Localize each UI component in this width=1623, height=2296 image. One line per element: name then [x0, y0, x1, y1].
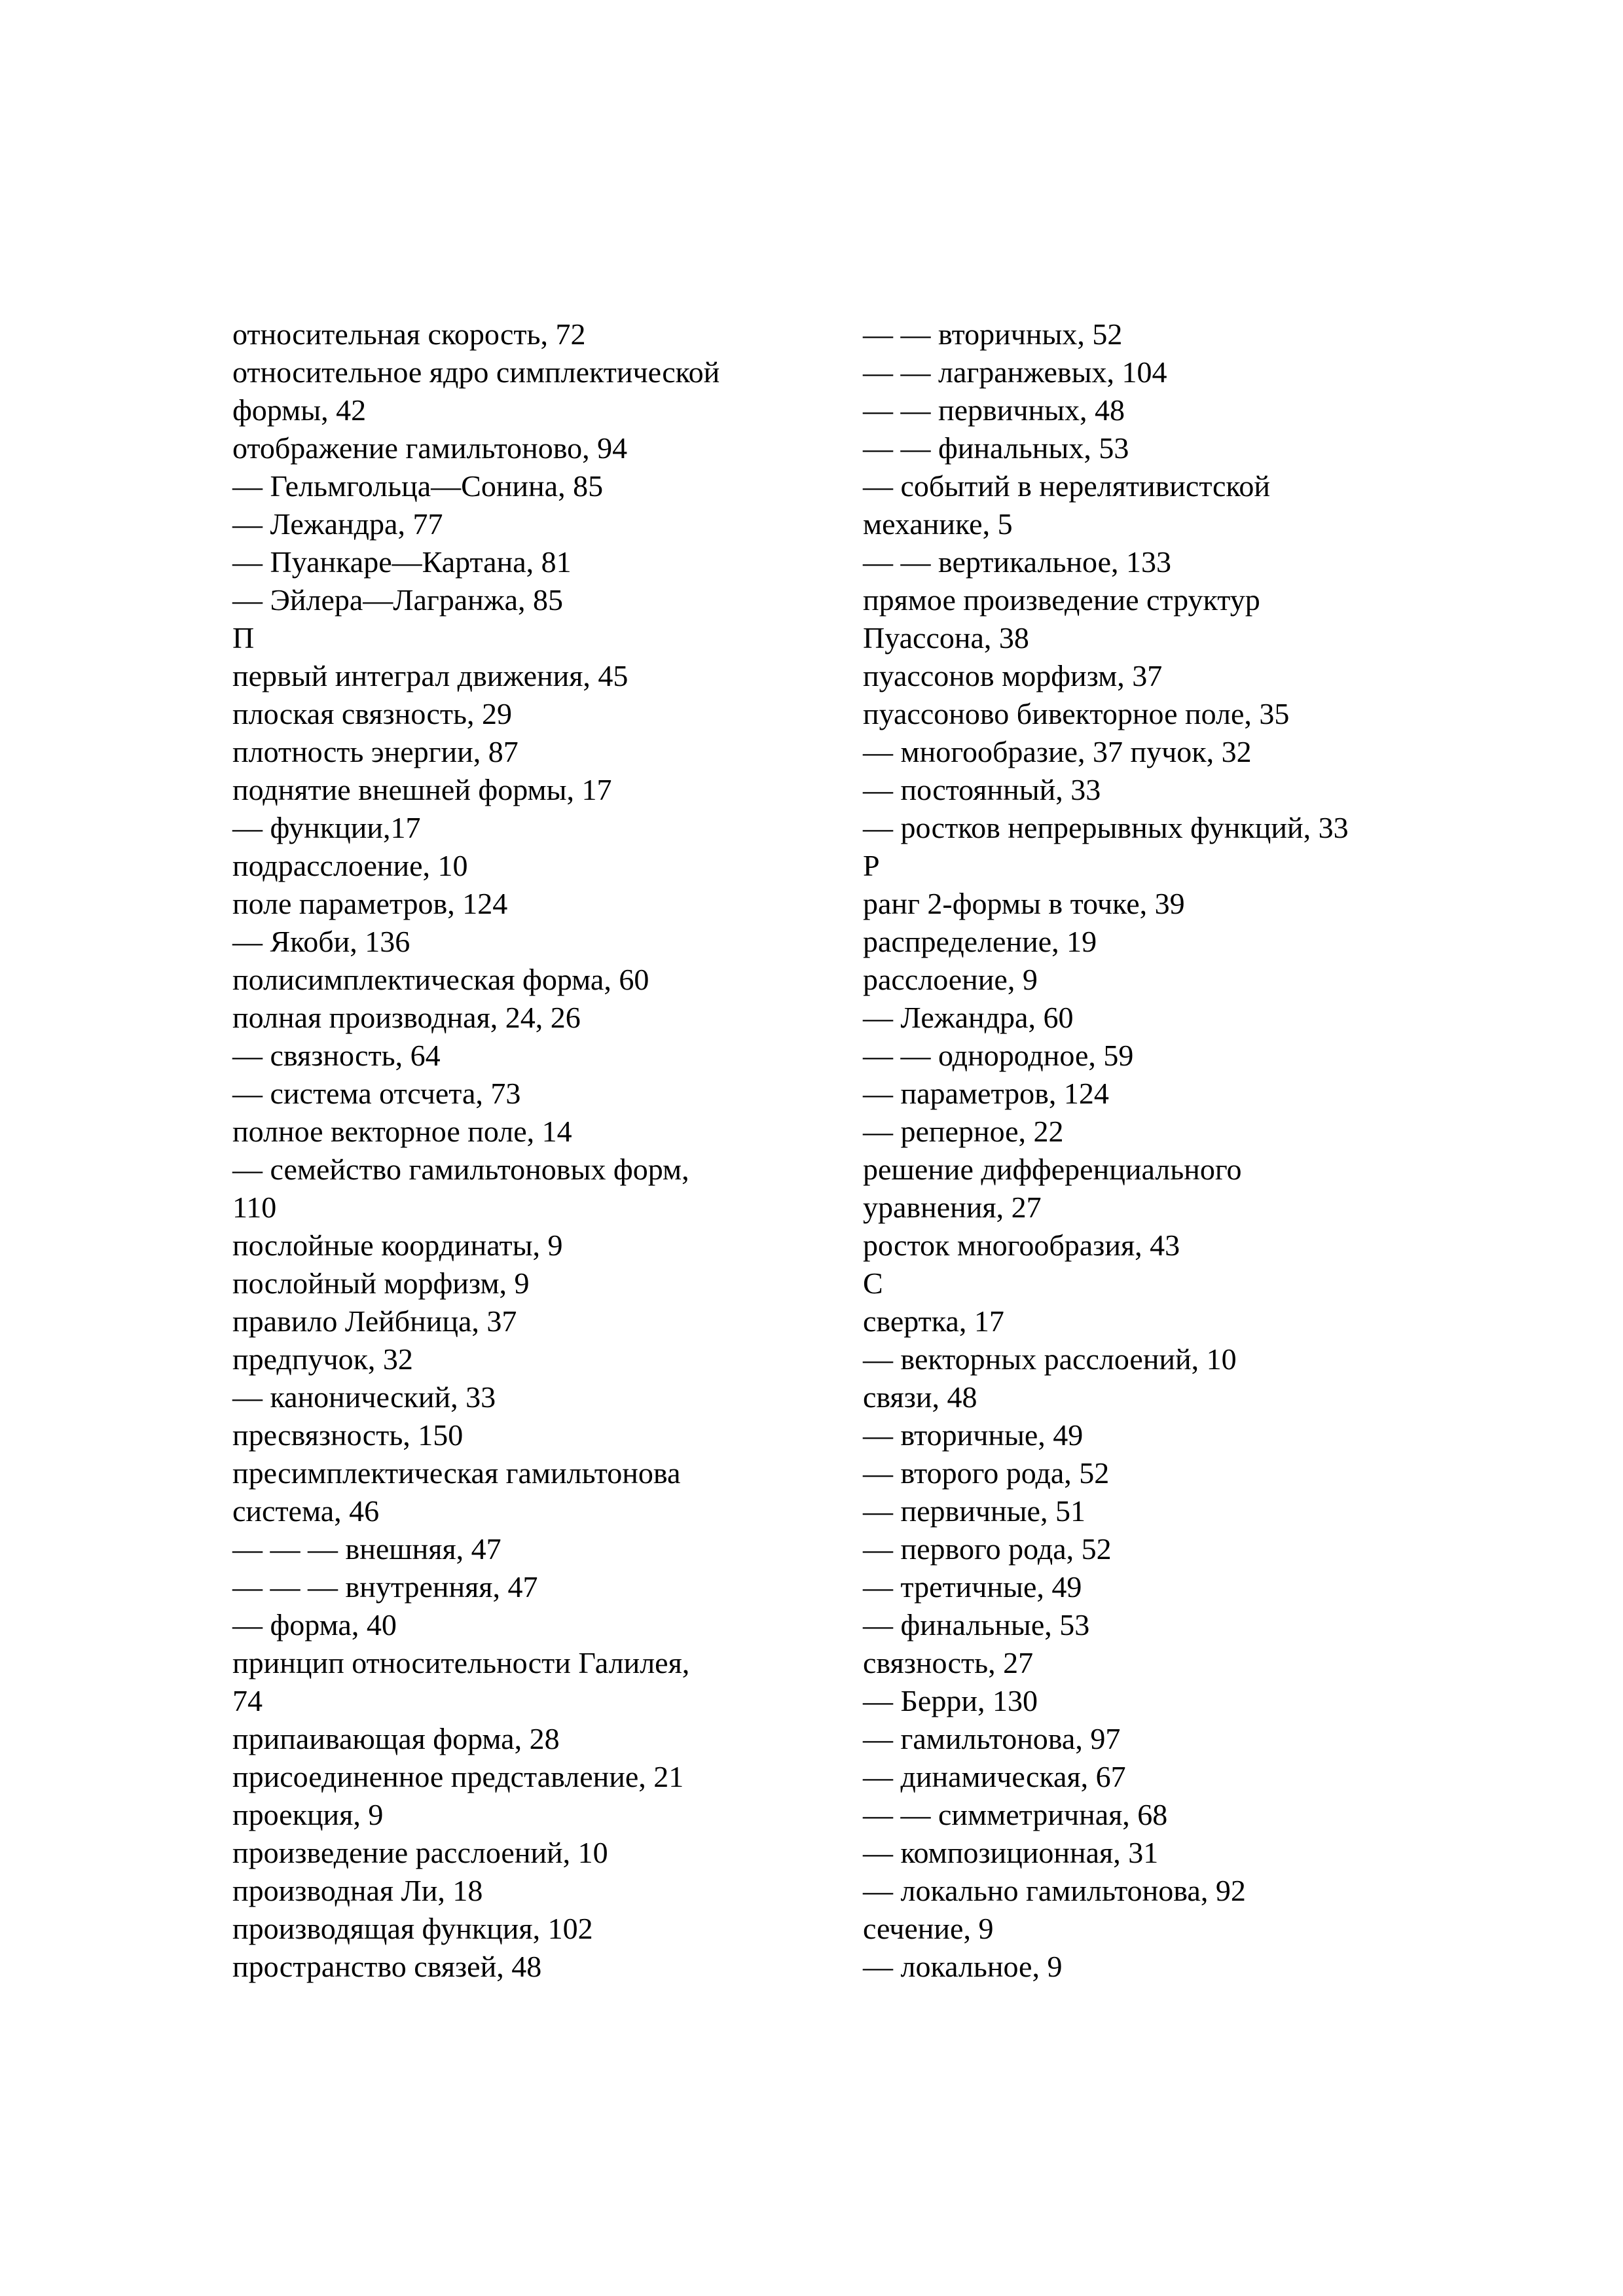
index-entry: распределение, 19	[863, 925, 1097, 958]
index-entry: решение дифференциального	[863, 1153, 1242, 1186]
index-entry: — — финальных, 53	[863, 431, 1129, 465]
index-entry: — связность, 64	[232, 1039, 441, 1072]
index-entry: — — — внешняя, 47	[232, 1532, 501, 1566]
index-entry: — Лежандра, 77	[232, 507, 443, 541]
index-entry: полная производная, 24, 26	[232, 1001, 581, 1034]
index-entry: — композиционная, 31	[863, 1836, 1159, 1869]
index-entry: — второго рода, 52	[863, 1456, 1110, 1490]
index-entry: — Лежандра, 60	[863, 1001, 1074, 1034]
index-entry: — Гельмгольца—Сонина, 85	[232, 469, 604, 503]
index-entry: Р	[863, 849, 880, 882]
index-entry: связи, 48	[863, 1380, 977, 1414]
index-entry: правило Лейбница, 37	[232, 1304, 517, 1338]
index-entry: — векторных расслоений, 10	[863, 1342, 1237, 1376]
index-entry: полное векторное поле, 14	[232, 1115, 572, 1148]
index-entry: — Якоби, 136	[232, 925, 410, 958]
index-entry: связность, 27	[863, 1646, 1034, 1679]
index-entry: 110	[232, 1191, 277, 1224]
index-entry: — — лагранжевых, 104	[863, 355, 1167, 389]
index-entry: — — вертикальное, 133	[863, 545, 1171, 579]
index-entry: — — вторичных, 52	[863, 317, 1123, 351]
index-entry: — многообразие, 37 пучок, 32	[863, 735, 1252, 768]
index-entry: плотность энергии, 87	[232, 735, 519, 768]
index-entry: — постоянный, 33	[863, 773, 1101, 806]
index-entry: пресвязность, 150	[232, 1418, 464, 1452]
index-entry: пресимплектическая гамильтонова	[232, 1456, 681, 1490]
index-entry: принцип относительности Галилея,	[232, 1646, 690, 1679]
index-column-left	[232, 315, 822, 1986]
index-entry: полисимплектическая форма, 60	[232, 963, 649, 996]
index-entry: относительная скорость, 72	[232, 317, 586, 351]
index-entry: механике, 5	[863, 507, 1013, 541]
index-entry: — финальные, 53	[863, 1608, 1090, 1641]
index-entry: — Пуанкаре—Картана, 81	[232, 545, 572, 579]
index-entry: — — однородное, 59	[863, 1039, 1134, 1072]
index-entry: 74	[232, 1684, 263, 1717]
index-entry: пространство связей, 48	[232, 1950, 542, 1983]
index-entry: Пуассона, 38	[863, 621, 1029, 655]
index-entry: свертка, 17	[863, 1304, 1004, 1338]
index-entry: прямое произведение структур	[863, 583, 1260, 617]
index-entry: отображение гамильтоново, 94	[232, 431, 628, 465]
index-entry: — гамильтонова, 97	[863, 1722, 1121, 1755]
index-entry: — — симметричная, 68	[863, 1798, 1168, 1831]
index-entry: — первого рода, 52	[863, 1532, 1112, 1566]
index-entry: уравнения, 27	[863, 1191, 1042, 1224]
index-entry: послойный морфизм, 9	[232, 1266, 530, 1300]
index-entry: — Эйлера—Лагранжа, 85	[232, 583, 563, 617]
index-entry: припаивающая форма, 28	[232, 1722, 560, 1755]
index-entry: первый интеграл движения, 45	[232, 659, 629, 692]
index-entry: проекция, 9	[232, 1798, 384, 1831]
index-entry: относительное ядро симплектической	[232, 355, 720, 389]
index-entry: — система отсчета, 73	[232, 1077, 521, 1110]
index-entry: плоская связность, 29	[232, 697, 512, 730]
index-entry: послойные координаты, 9	[232, 1229, 563, 1262]
index-entry: предпучок, 32	[232, 1342, 413, 1376]
index-entry: — локальное, 9	[863, 1950, 1063, 1983]
index-entry: — локально гамильтонова, 92	[863, 1874, 1246, 1907]
index-entry: поле параметров, 124	[232, 887, 508, 920]
index-entry: производная Ли, 18	[232, 1874, 483, 1907]
index-entry: — Берри, 130	[863, 1684, 1038, 1717]
index-entry: — семейство гамильтоновых форм,	[232, 1153, 689, 1186]
index-entry: — ростков непрерывных функций, 33	[863, 811, 1349, 844]
index-entry: присоединенное представление, 21	[232, 1760, 684, 1793]
index-entry: формы, 42	[232, 393, 367, 427]
index-entry: — канонический, 33	[232, 1380, 496, 1414]
index-entry: — событий в нерелятивистской	[863, 469, 1271, 503]
index-entry: — функции,17	[232, 811, 421, 844]
index-entry: пуассоново бивекторное поле, 35	[863, 697, 1290, 730]
index-column-right	[863, 315, 1452, 1986]
index-entry: — вторичные, 49	[863, 1418, 1084, 1452]
index-entry: производящая функция, 102	[232, 1912, 593, 1945]
index-entry: система, 46	[232, 1494, 380, 1528]
index-entry: произведение расслоений, 10	[232, 1836, 608, 1869]
index-entry: подрасслоение, 10	[232, 849, 468, 882]
index-entry: — динамическая, 67	[863, 1760, 1126, 1793]
index-entry: — третичные, 49	[863, 1570, 1082, 1604]
index-entry: пуассонов морфизм, 37	[863, 659, 1163, 692]
index-entry: сечение, 9	[863, 1912, 994, 1945]
index-entry: росток многообразия, 43	[863, 1229, 1180, 1262]
index-entry: ранг 2-формы в точке, 39	[863, 887, 1185, 920]
index-entry: — реперное, 22	[863, 1115, 1064, 1148]
index-entry: С	[863, 1266, 883, 1300]
index-entry: — параметров, 124	[863, 1077, 1109, 1110]
index-entry: П	[232, 621, 255, 655]
index-entry: — — первичных, 48	[863, 393, 1125, 427]
index-entry: — первичные, 51	[863, 1494, 1085, 1528]
index-entry: поднятие внешней формы, 17	[232, 773, 612, 806]
index-entry: — форма, 40	[232, 1608, 397, 1641]
index-entry: расслоение, 9	[863, 963, 1038, 996]
index-entry: — — — внутренняя, 47	[232, 1570, 538, 1604]
